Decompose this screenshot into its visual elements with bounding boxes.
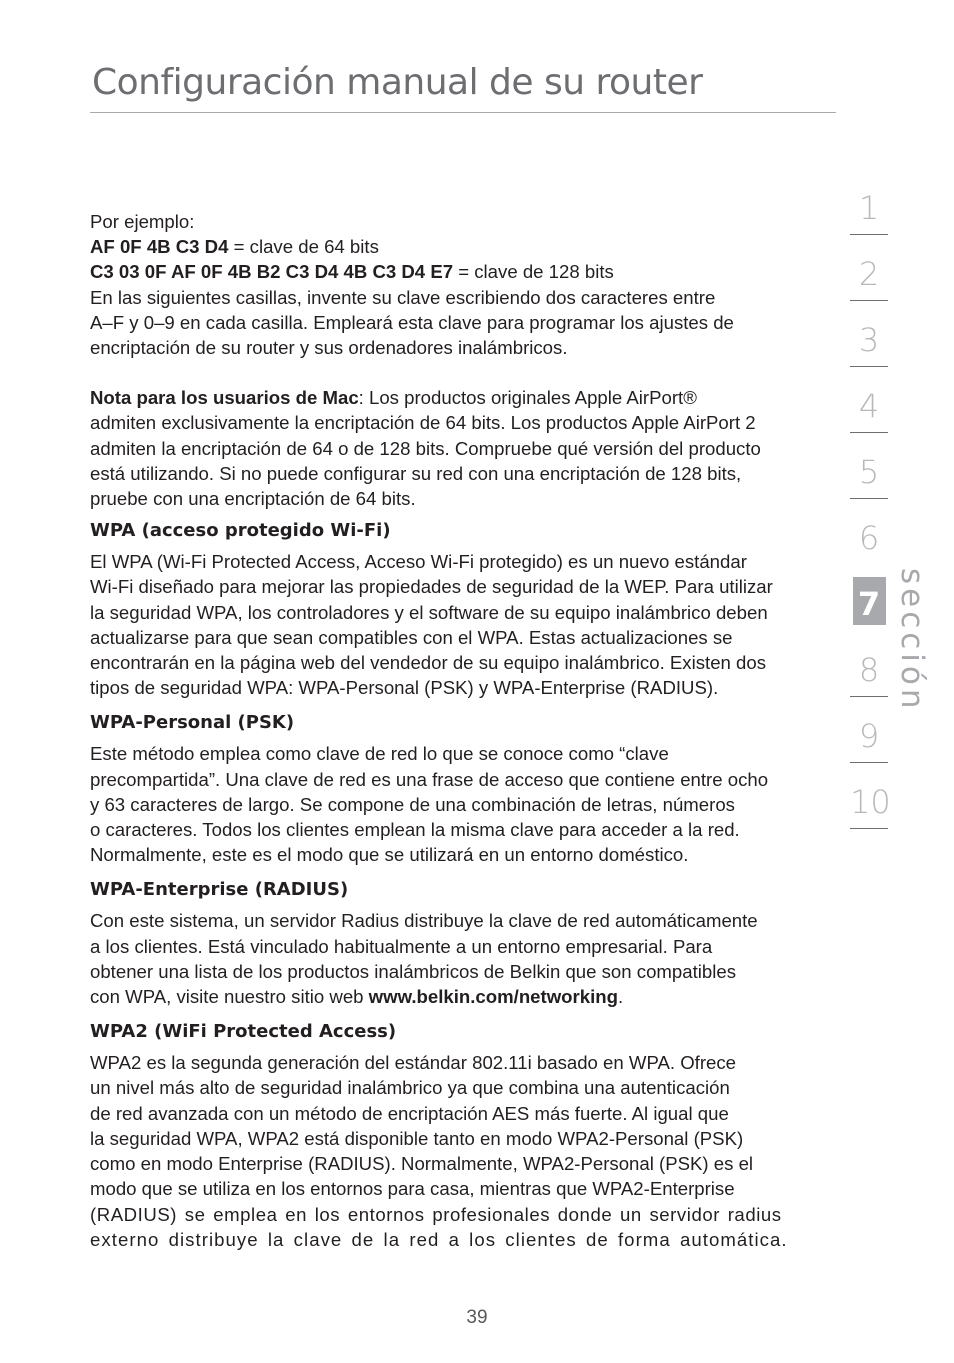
wpa-enterprise-line: obtener una lista de los productos inalámbricos de Belkin que son compatibles	[90, 960, 736, 982]
wpa-line: la seguridad WPA, los controladores y el software de su equipo inalámbrico deben	[90, 601, 768, 623]
belkin-networking-link[interactable]: www.belkin.com/networking	[368, 986, 618, 1008]
wpa-line: actualizarse para que sean compatibles con el WPA. Estas actualizaciones se	[90, 626, 733, 648]
section-number: 6	[858, 519, 880, 557]
wpa-enterprise-line: con WPA, visite nuestro sitio web www.belkin.com/networking.	[90, 986, 624, 1008]
section-number: 5	[858, 453, 880, 491]
key-64-code: AF 0F 4B C3 D4	[90, 236, 229, 258]
wpa-personal-line: o caracteres. Todos los clientes emplean la misma clave para acceder a la red.	[90, 819, 740, 841]
section-nav-item-6[interactable]	[850, 516, 888, 582]
title-divider	[90, 112, 836, 113]
section-number: 1	[858, 189, 880, 227]
wpa2-line: como en modo Enterprise (RADIUS). Normalmente, WPA2-Personal (PSK) es el	[90, 1153, 754, 1175]
intro-line: En las siguientes casillas, invente su clave escribiendo dos caracteres entre	[90, 286, 716, 308]
wpa-personal-line: y 63 caracteres de largo. Se compone de una combinación de letras, números	[90, 793, 735, 815]
wpa-enterprise-line: a los clientes. Está vinculado habitualmente a un entorno empresarial. Para	[90, 935, 713, 957]
wpa2-line: WPA2 es la segunda generación del estándar 802.11i basado en WPA. Ofrece	[90, 1052, 737, 1074]
wpa2-line: (RADIUS) se emplea en los entornos profesionales donde un servidor radius	[90, 1203, 782, 1225]
wpa-line: El WPA (Wi-Fi Protected Access, Acceso Wi-Fi protegido) es un nuevo estándar	[90, 551, 747, 573]
wpa-personal-line: Normalmente, este es el modo que se utilizará en un entorno doméstico.	[90, 844, 689, 866]
section-nav-item-8[interactable]	[850, 648, 888, 714]
wpa-personal-heading: WPA-Personal (PSK)	[90, 712, 295, 734]
wpa2-line: la seguridad WPA, WPA2 está disponible tanto en modo WPA2-Personal (PSK)	[90, 1127, 744, 1149]
section-number: 2	[858, 255, 880, 293]
section-nav-item-1[interactable]	[850, 186, 888, 252]
mac-note-line: admiten la encriptación de 64 o de 128 bits. Compruebe qué versión del producto	[90, 437, 761, 459]
example-label: Por ejemplo:	[90, 211, 195, 232]
main-content	[90, 209, 845, 1252]
wpa2-line: un nivel más alto de seguridad inalámbrico ya que combina una autenticación	[90, 1077, 730, 1099]
page-title: Configuración manual de su router	[92, 62, 703, 103]
key-128-desc: = clave de 128 bits	[453, 261, 614, 283]
wpa-personal-line: Este método emplea como clave de red lo que se conoce como “clave	[90, 743, 669, 765]
section-nav-item-3[interactable]	[850, 318, 888, 384]
section-label: sección	[894, 568, 930, 713]
wpa2-line: externo distribuye la clave de la red a los clientes de forma automática.	[90, 1228, 788, 1250]
wpa2-line: de red avanzada con un método de encriptación AES más fuerte. Al igual que	[90, 1102, 729, 1124]
key-64-desc: = clave de 64 bits	[228, 236, 379, 258]
section-nav-item-5[interactable]	[850, 450, 888, 516]
wpa-enterprise-line: Con este sistema, un servidor Radius distribuye la clave de red automáticamente	[90, 910, 758, 932]
wpa-personal-line: precompartida”. Una clave de red es una frase de acceso que contiene entre ocho	[90, 768, 769, 790]
section-nav-item-7-active[interactable]	[850, 582, 888, 648]
mac-note-line: pruebe con una encriptación de 64 bits.	[90, 488, 416, 510]
section-number: 10	[850, 783, 891, 821]
wpa-line: tipos de seguridad WPA: WPA-Personal (PSK) y WPA-Enterprise (RADIUS).	[90, 677, 719, 699]
section-number: 3	[858, 321, 880, 359]
wpa2-heading: WPA2 (WiFi Protected Access)	[90, 1021, 397, 1043]
key-128-example	[90, 259, 845, 284]
section-number: 4	[858, 387, 880, 425]
page-number: 39	[466, 1307, 488, 1328]
wpa-heading: WPA (acceso protegido Wi-Fi)	[90, 520, 391, 542]
wpa2-line: modo que se utiliza en los entornos para casa, mientras que WPA2-Enterprise	[90, 1178, 735, 1200]
section-nav-item-9[interactable]	[850, 714, 888, 780]
section-number: 8	[858, 651, 880, 689]
mac-note-label: Nota para los usuarios de Mac	[90, 387, 359, 409]
section-nav-item-10[interactable]	[850, 780, 891, 846]
mac-note-line: admiten exclusivamente la encriptación de 64 bits. Los productos Apple AirPort 2	[90, 412, 756, 434]
section-number: 9	[858, 717, 880, 755]
section-nav-item-4[interactable]	[850, 384, 888, 450]
key-128-code: C3 03 0F AF 0F 4B B2 C3 D4 4B C3 D4 E7	[90, 261, 454, 283]
mac-note-line: está utilizando. Si no puede configurar su red con una encriptación de 128 bits,	[90, 462, 742, 484]
intro-line: encriptación de su router y sus ordenadores inalámbricos.	[90, 337, 568, 359]
wpa-line: encontrarán en la página web del vendedor de su equipo inalámbrico. Existen dos	[90, 652, 767, 674]
mac-note-line: Nota para los usuarios de Mac: Los productos originales Apple AirPort®	[90, 387, 697, 409]
wpa-enterprise-heading: WPA-Enterprise (RADIUS)	[90, 879, 349, 901]
intro-line: A–F y 0–9 en cada casilla. Empleará esta clave para programar los ajustes de	[90, 311, 734, 333]
key-64-example	[90, 234, 845, 259]
wpa-line: Wi-Fi diseñado para mejorar las propiedades de seguridad de la WEP. Para utilizar	[90, 576, 773, 598]
section-number: 7	[857, 585, 881, 623]
section-nav-item-2[interactable]	[850, 252, 888, 318]
section-nav	[850, 186, 891, 846]
